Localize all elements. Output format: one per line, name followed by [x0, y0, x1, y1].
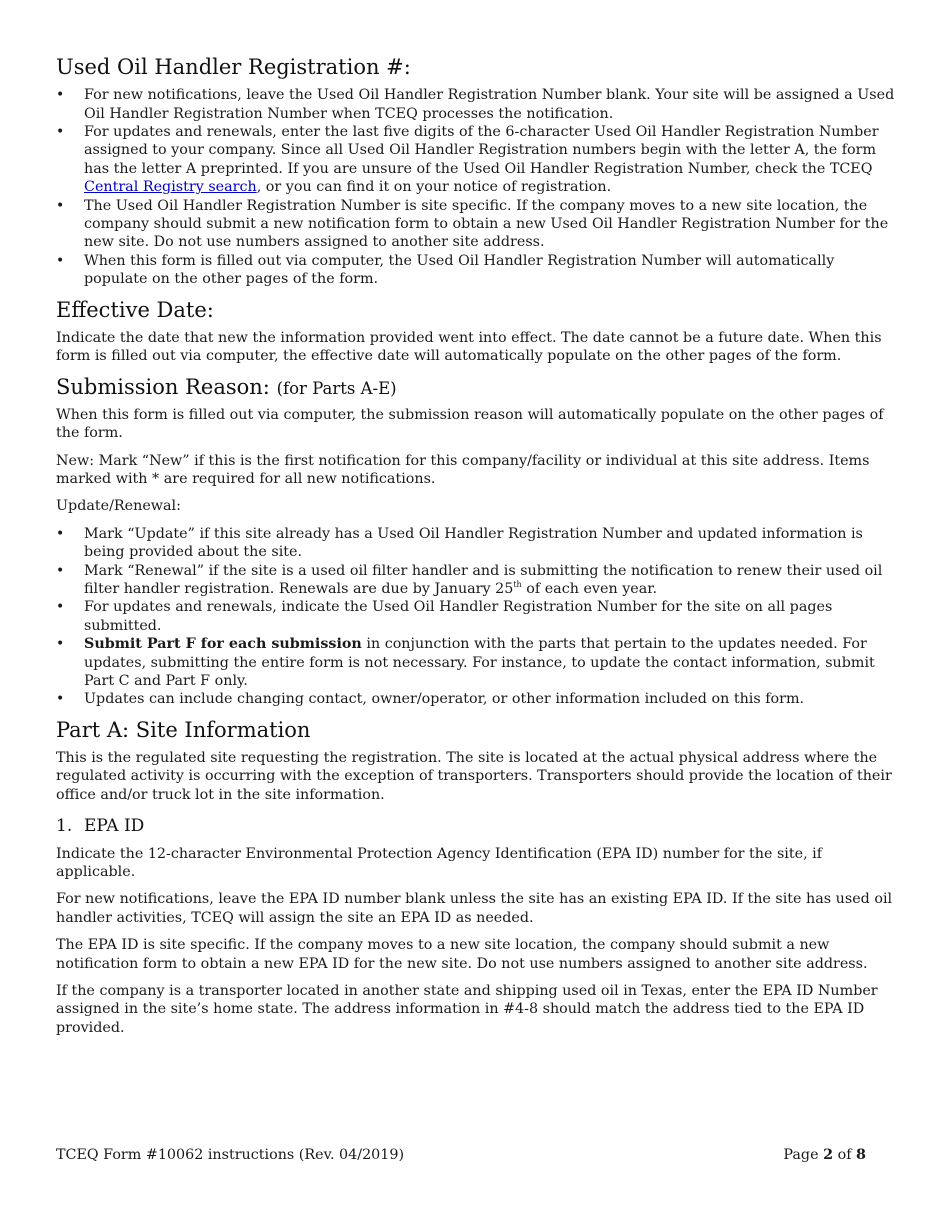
list-item: • For new notifications, leave the Used Oil Handler Registration Number blank. Your site will be assigned a Used Oil Handler Registration Number when TCEQ processes the notification.: [56, 86, 896, 123]
item-number: 1.: [56, 816, 73, 837]
effective-date-section: [56, 298, 896, 366]
list-text: , or you can find it on your notice of registration.: [256, 179, 612, 196]
used-oil-bullets: [56, 86, 896, 288]
part-a-section: [56, 718, 896, 1037]
list-item: • Mark “Update” if this site already has a Used Oil Handler Registration Number and updated information is being provided about the site.: [56, 525, 896, 562]
list-item: • The Used Oil Handler Registration Number is site specific. If the company moves to a new site location, the company should submit a new notification form to obtain a new Used Oil Handler Registration Number for the new site. Do not use numbers assigned to another site address.: [56, 197, 896, 252]
superscript: th: [513, 580, 522, 590]
list-text: in conjunction with the parts that pertain to the updates needed. For updates, submitting the entire form is not necessary. For instance, to update the contact information, submit Part C and Part F only.: [84, 636, 875, 689]
bold-text: Submit Part F for each submission: [84, 636, 362, 653]
paragraph: This is the regulated site requesting the registration. The site is located at the actual physical address where the regulated activity is occurring with the exception of transporters. Transporters should provide the location of their office and/or truck lot in the site information.: [56, 749, 892, 803]
current-page: 2: [823, 1147, 834, 1163]
paragraph: When this form is filled out via computer, the submission reason will automatically populate on the other pages of the form.: [56, 406, 884, 442]
total-pages: 8: [856, 1147, 866, 1163]
paragraph: New: Mark “New” if this is the first notification for this company/facility or individual at this site address. Items marked with * are required for all new notifications.: [56, 452, 870, 487]
list-item: [56, 123, 896, 197]
heading-text: Submission Reason:: [56, 374, 270, 399]
list-item: • When this form is filled out via computer, the Used Oil Handler Registration Number will automatically populate on the other pages of the form.: [56, 252, 896, 289]
heading-text: EPA ID: [84, 816, 145, 837]
list-text: of each even year.: [521, 580, 658, 597]
of-word: of: [833, 1147, 857, 1163]
list-item: • For updates and renewals, indicate the Used Oil Handler Registration Number for the site on all pages submitted.: [56, 598, 896, 635]
heading-subtitle: (for Parts A-E): [276, 378, 397, 398]
effective-date-heading: Effective Date:: [56, 297, 214, 322]
page-footer: [56, 1146, 866, 1164]
page-number: [783, 1146, 866, 1164]
submission-reason-heading: [56, 375, 896, 399]
paragraph: For new notifications, leave the EPA ID number blank unless the site has an existing EPA ID. If the site has used oil handler activities, TCEQ will assign the site an EPA ID as needed.: [56, 891, 893, 926]
paragraph: Indicate the 12-character Environmental Protection Agency Identification (EPA ID) number for the site, if applicable.: [56, 845, 823, 880]
page-word: Page: [783, 1147, 824, 1163]
paragraph: Update/Renewal:: [56, 498, 181, 515]
part-a-heading: Part A: Site Information: [56, 717, 311, 742]
paragraph: If the company is a transporter located in another state and shipping used oil in Texas, enter the EPA ID Number assigned in the site’s home state. The address information in #4-8 should match the address tied to the EPA ID provided.: [56, 982, 878, 1036]
used-oil-heading: Used Oil Handler Registration #:: [56, 55, 411, 79]
used-oil-section: [56, 55, 896, 289]
central-registry-link[interactable]: Central Registry search: [84, 179, 257, 196]
form-number: TCEQ Form #10062 instructions (Rev. 04/2019): [56, 1147, 405, 1163]
submission-reason-section: [56, 375, 896, 709]
paragraph: The EPA ID is site specific. If the company moves to a new site location, the company should submit a new notification form to obtain a new EPA ID for the new site. Do not use numbers assigned to another site address.: [56, 937, 868, 972]
list-text: Mark “Renewal” if the site is a used oil filter handler and is submitting the notification to renew their used oil filter handler registration. Renewals are due by January 25: [84, 562, 883, 597]
epa-id-heading: [56, 816, 896, 836]
document-page: [56, 55, 896, 1046]
paragraph: Indicate the date that new the information provided went into effect. The date cannot be a future date. When this form is filled out via computer, the effective date will automatically populate on the other pages of the form.: [56, 329, 882, 365]
submission-bullets: [56, 525, 896, 709]
list-item: [56, 562, 896, 599]
list-text: For updates and renewals, enter the last five digits of the 6-character Used Oil Handler Registration Number assigned to your company. Since all Used Oil Handler Registration numbers begin with the letter A, the form has the letter A preprinted. If you are unsure of the Used Oil Handler Registration Number, check the TCEQ: [84, 123, 879, 177]
list-item: • Updates can include changing contact, owner/operator, or other information included on this form.: [56, 690, 896, 708]
list-item: [56, 635, 896, 690]
